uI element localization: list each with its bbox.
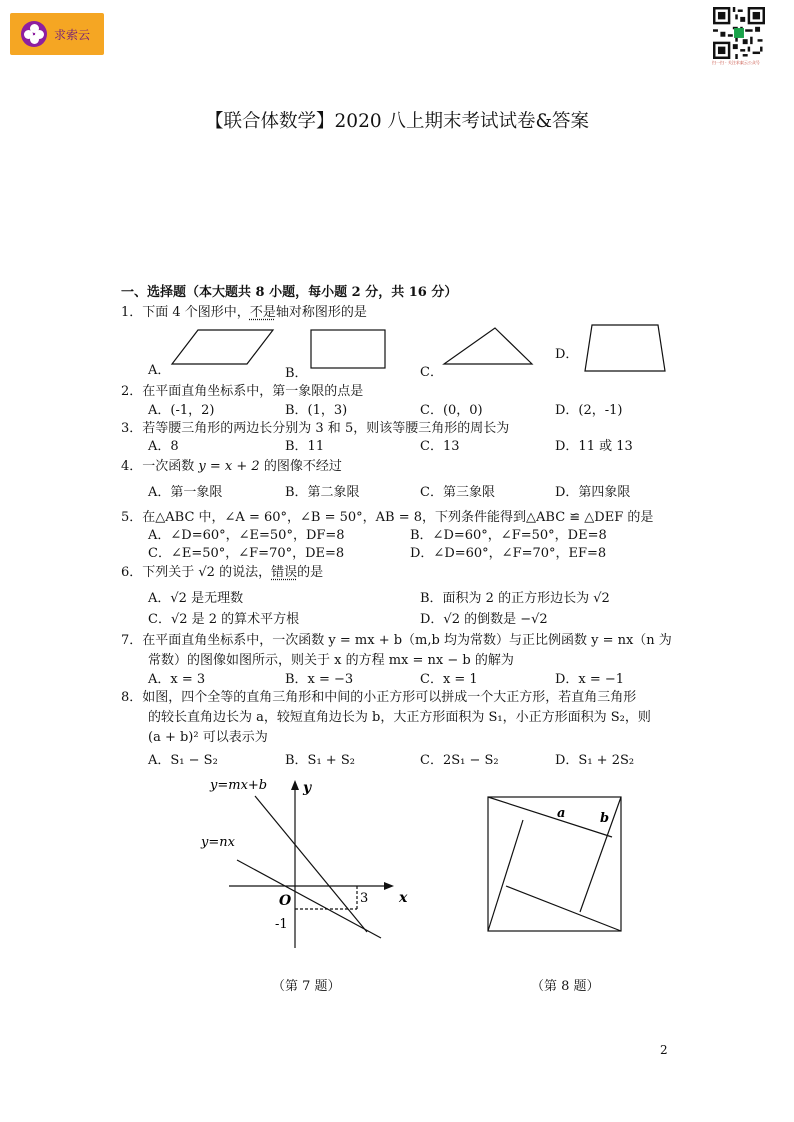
q4-option-c: C．第三象限 [420,485,495,500]
q8-option-a: A．S₁ − S₂ [148,753,218,768]
q8-option-c: C．2S₁ − S₂ [420,753,499,768]
axis-label-x: x [399,890,408,906]
parallelogram-shape [170,328,275,368]
figure-8-diagram [482,791,626,937]
tick-label-neg1: -1 [275,917,288,932]
tick-label-3: 3 [360,891,369,906]
q8-option-d: D．S₁ + 2S₂ [555,753,635,768]
q8-stem-line3: (a + b)² 可以表示为 [148,730,268,745]
origin-label: O [279,893,292,909]
triangle-edge-left [488,820,523,931]
q6-stem: 6．下列关于 √2 的说法，错误的是 [121,565,324,580]
q3-option-a: A．8 [148,439,179,454]
q5-option-b: B．∠D=60°，∠F=50°，DE=8 [410,528,607,543]
q1-option-a: A． [148,363,171,378]
figure-8-caption: （第 8 题） [531,979,600,994]
q4-option-a: A．第一象限 [148,485,223,500]
q2-option-c: C．(0，0) [420,403,483,418]
figure-7-caption: （第 7 题） [272,979,341,994]
flower-icon [21,21,47,47]
q2-option-d: D．(2，-1) [555,403,623,418]
section-heading: 一、选择题（本大题共 8 小题，每小题 2 分，共 16 分） [121,285,458,300]
q1-stem: 1．下面 4 个图形中，不是轴对称图形的是 [121,305,367,320]
page-number: 2 [660,1043,668,1057]
axis-label-y: y [303,780,312,796]
q4-option-d: D．第四象限 [555,485,631,500]
q2-stem: 2．在平面直角坐标系中，第一象限的点是 [121,384,364,399]
q4-option-b: B．第二象限 [285,485,360,500]
q2-option-b: B．(1，3) [285,403,348,418]
label-a: a [557,806,566,821]
page-title: 【联合体数学】2020 八上期末考试试卷&答案 [205,111,589,132]
triangle-edge-top [488,797,612,837]
rectangle-shape [308,328,388,370]
q7-option-c: C．x = 1 [420,672,478,687]
q6-option-b: B．面积为 2 的正方形边长为 √2 [420,591,610,606]
q1-option-c: C． [420,365,443,380]
label-mx-plus-b: y=mx+b [210,778,268,793]
brand-logo [10,13,104,55]
triangle-shape [442,326,534,368]
q8-stem-line2: 的较长直角边长为 a，较短直角边长为 b，大正方形面积为 S₁，小正方形面积为 S₂，则 [148,710,651,725]
q3-stem: 3．若等腰三角形的两边长分别为 3 和 5，则该等腰三角形的周长为 [121,421,510,436]
q8-option-b: B．S₁ + S₂ [285,753,355,768]
q3-option-b: B．11 [285,439,325,454]
logo-text: 求索云 [54,28,91,42]
q5-option-d: D．∠D=60°，∠F=70°，EF=8 [410,546,607,561]
q6-option-d: D．√2 的倒数是 −√2 [420,612,548,627]
q7-option-d: D．x = −1 [555,672,625,687]
q6-option-c: C．√2 是 2 的算术平方根 [148,612,300,627]
x-axis-arrow-icon [384,882,394,890]
figure-7-graph [195,772,420,952]
label-nx: y=nx [201,835,235,850]
q4-stem: 4．一次函数 y = x + 2 的图像不经过 [121,459,342,474]
label-b: b [600,811,610,826]
qr-caption: 扫一扫 · 关注求索云公众号 [712,60,760,65]
q5-option-a: A．∠D=60°，∠E=50°，DF=8 [148,528,345,543]
q7-stem-line1: 7．在平面直角坐标系中，一次函数 y = mx + b（m,b 均为常数）与正比例函数 y = nx（n 为 [121,633,672,648]
q2-option-a: A．(-1，2) [148,403,215,418]
q7-option-b: B．x = −3 [285,672,354,687]
q7-stem-line2: 常数）的图像如图所示，则关于 x 的方程 mx = nx − b 的解为 [148,653,514,668]
q1-option-b: B． [285,366,308,381]
q3-option-d: D．11 或 13 [555,439,633,454]
q3-option-c: C．13 [420,439,460,454]
q7-option-a: A．x = 3 [148,672,206,687]
q6-option-a: A．√2 是无理数 [148,591,244,606]
line-mx-plus-b [255,796,367,932]
y-axis-arrow-icon [291,780,299,790]
q5-option-c: C．∠E=50°，∠F=70°，DE=8 [148,546,345,561]
q1-option-d: D． [555,347,579,362]
q8-stem-line1: 8．如图，四个全等的直角三角形和中间的小正方形可以拼成一个大正方形，若直角三角形 [121,690,637,705]
q5-stem: 5．在△ABC 中，∠A = 60°，∠B = 50°，AB = 8，下列条件能得到△ABC ≌ △DEF 的是 [121,510,654,525]
triangle-edge-bottom [506,886,621,931]
qr-code-icon [713,7,765,59]
trapezoid-shape [583,322,668,374]
